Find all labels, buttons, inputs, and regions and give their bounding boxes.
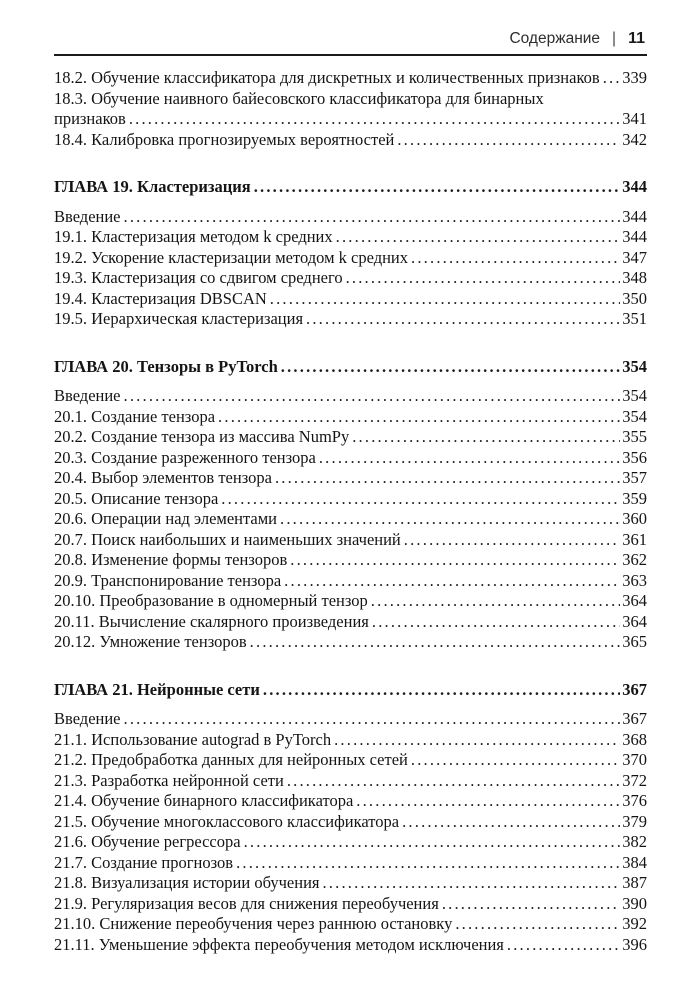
toc-entry <box>54 873 647 894</box>
entry-title: 20.2. Создание тензора из массива NumPy <box>54 427 350 446</box>
dot-leader <box>236 853 620 874</box>
dot-leader <box>280 509 620 530</box>
toc-entry <box>54 935 647 956</box>
dot-leader <box>397 130 620 151</box>
entry-page-number: 372 <box>622 770 647 790</box>
dot-leader <box>306 309 620 330</box>
entry-page-number: 342 <box>622 129 647 149</box>
entry-page-number: 354 <box>622 406 647 426</box>
toc-entry <box>54 468 647 489</box>
entry-title: 19.4. Кластеризация DBSCAN <box>54 288 267 308</box>
entry-page-number: 347 <box>622 247 647 267</box>
entry-page-number: 360 <box>622 509 647 528</box>
dot-leader <box>281 357 620 378</box>
toc-chapter-heading <box>54 177 647 198</box>
entry-page-number: 344 <box>622 206 647 226</box>
chapter-page-number: 367 <box>622 679 647 699</box>
entry-page-number: 396 <box>622 934 647 954</box>
toc-entry <box>54 227 647 248</box>
dot-leader <box>124 709 621 730</box>
entry-page-number: 370 <box>622 750 647 769</box>
toc-entry <box>54 89 647 110</box>
entry-title: 20.11. Вычисление скалярного произведения <box>54 611 369 631</box>
entry-page-number: 387 <box>622 873 647 892</box>
dot-leader <box>411 248 620 269</box>
toc-entry <box>54 109 647 130</box>
running-header <box>54 30 647 56</box>
dot-leader <box>250 632 621 653</box>
entry-title: 20.9. Транспонирование тензора <box>54 570 282 590</box>
dot-leader <box>402 812 620 833</box>
entry-title: 21.9. Регуляризация весов для снижения переобучения <box>54 893 439 913</box>
entry-title: 20.10. Преобразование в одномерный тензор <box>54 591 368 610</box>
entry-title: 21.1. Использование autograd в PyTorch <box>54 729 332 749</box>
toc-chapter-heading <box>54 680 647 701</box>
entry-title: 21.5. Обучение многоклассового классификатора <box>54 811 400 831</box>
toc-entry <box>54 591 647 612</box>
entry-page-number: 362 <box>622 550 647 569</box>
dot-leader <box>290 550 620 571</box>
entry-page-number: 382 <box>622 832 647 851</box>
entry-page-number: 357 <box>622 468 647 487</box>
entry-title: 18.3. Обучение наивного байесовского классификатора для бинарных <box>54 88 544 108</box>
dot-leader <box>129 109 620 130</box>
toc-entry <box>54 530 647 551</box>
dot-leader <box>455 914 620 935</box>
entry-title: 21.7. Создание прогнозов <box>54 852 234 872</box>
toc-section <box>54 680 647 956</box>
toc-chapter-heading <box>54 357 647 378</box>
toc-section <box>54 68 647 150</box>
dot-leader <box>322 873 620 894</box>
entry-title: 19.3. Кластеризация со сдвигом среднего <box>54 268 343 287</box>
dot-leader <box>124 207 621 228</box>
toc-entry <box>54 248 647 269</box>
toc-entry <box>54 289 647 310</box>
entry-title: 20.4. Выбор элементов тензора <box>54 468 272 487</box>
toc-section <box>54 177 647 330</box>
toc-entry <box>54 448 647 469</box>
chapter-page-number: 354 <box>622 356 647 376</box>
entry-page-number: 355 <box>622 427 647 446</box>
toc-entry <box>54 309 647 330</box>
entry-page-number: 368 <box>622 729 647 749</box>
entry-title: 21.4. Обучение бинарного классификатора <box>54 791 354 810</box>
toc-entry <box>54 750 647 771</box>
entry-page-number: 344 <box>622 227 647 246</box>
toc-entry <box>54 914 647 935</box>
chapter-title: ГЛАВА 19. Кластеризация <box>54 177 251 196</box>
entry-page-number: 363 <box>622 570 647 590</box>
entry-title: Введение <box>54 386 121 405</box>
toc-entry <box>54 709 647 730</box>
dot-leader <box>372 612 620 633</box>
dot-leader <box>507 935 620 956</box>
entry-page-number: 341 <box>622 109 647 128</box>
toc-entry <box>54 853 647 874</box>
entry-title: 20.12. Умножение тензоров <box>54 632 247 651</box>
entry-title: Введение <box>54 709 121 728</box>
toc-entry <box>54 407 647 428</box>
entry-title: 19.2. Ускорение кластеризации методом k средних <box>54 247 409 267</box>
entry-title: 21.10. Снижение переобучения через раннюю остановку <box>54 914 453 933</box>
dot-leader <box>254 177 621 198</box>
toc-entry <box>54 268 647 289</box>
dot-leader <box>336 227 621 248</box>
dot-leader <box>284 571 620 592</box>
entry-page-number: 354 <box>622 386 647 405</box>
dot-leader <box>603 68 621 89</box>
toc-entry <box>54 730 647 751</box>
entry-page-number: 350 <box>622 288 647 308</box>
toc-entry <box>54 427 647 448</box>
toc-entry <box>54 207 647 228</box>
entry-page-number: 367 <box>622 709 647 728</box>
toc-entry <box>54 771 647 792</box>
entry-page-number: 359 <box>622 488 647 508</box>
dot-leader <box>404 530 620 551</box>
toc-entry <box>54 386 647 407</box>
dot-leader <box>442 894 620 915</box>
toc-entry <box>54 68 647 89</box>
entry-title: 21.8. Визуализация истории обучения <box>54 873 320 892</box>
header-section-title: Содержание <box>509 30 601 47</box>
entry-title: 21.3. Разработка нейронной сети <box>54 770 284 790</box>
table-of-contents <box>54 68 647 955</box>
entry-title: 20.3. Создание разреженного тензора <box>54 447 316 467</box>
dot-leader <box>346 268 621 289</box>
header-page-number: 11 <box>628 30 645 47</box>
entry-title: 20.5. Описание тензора <box>54 488 219 508</box>
entry-title: 20.6. Операции над элементами <box>54 509 277 528</box>
toc-entry <box>54 632 647 653</box>
dot-leader <box>319 448 620 469</box>
entry-page-number: 339 <box>622 68 647 87</box>
entry-page-number: 348 <box>622 268 647 287</box>
entry-title: 18.2. Обучение классификатора для дискретных и количественных признаков <box>54 68 600 87</box>
entry-page-number: 351 <box>622 309 647 328</box>
entry-title: 21.6. Обучение регрессора <box>54 832 241 851</box>
toc-entry <box>54 489 647 510</box>
toc-entry <box>54 612 647 633</box>
entry-page-number: 379 <box>622 811 647 831</box>
chapter-page-number: 344 <box>622 177 647 196</box>
toc-entry <box>54 550 647 571</box>
dot-leader <box>275 468 620 489</box>
toc-entry <box>54 791 647 812</box>
chapter-title: ГЛАВА 20. Тензоры в PyTorch <box>54 356 278 376</box>
dot-leader <box>221 489 620 510</box>
entry-page-number: 361 <box>622 529 647 549</box>
dot-leader <box>287 771 620 792</box>
dot-leader <box>356 791 620 812</box>
dot-leader <box>218 407 620 428</box>
entry-title: признаков <box>54 109 126 128</box>
entry-title: 19.5. Иерархическая кластеризация <box>54 309 304 328</box>
chapter-title: ГЛАВА 21. Нейронные сети <box>54 679 260 699</box>
toc-entry <box>54 894 647 915</box>
entry-page-number: 364 <box>622 611 647 631</box>
dot-leader <box>270 289 620 310</box>
entry-title: 18.4. Калибровка прогнозируемых вероятностей <box>54 129 395 149</box>
entry-page-number: 384 <box>622 852 647 872</box>
toc-entry <box>54 812 647 833</box>
toc-entry <box>54 130 647 151</box>
dot-leader <box>124 386 621 407</box>
toc-entry <box>54 571 647 592</box>
dot-leader <box>352 427 620 448</box>
toc-section <box>54 357 647 653</box>
entry-page-number: 376 <box>622 791 647 810</box>
toc-entry <box>54 509 647 530</box>
entry-page-number: 392 <box>622 914 647 933</box>
entry-title: 19.1. Кластеризация методом k средних <box>54 227 333 246</box>
header-separator: | <box>612 30 617 47</box>
entry-title: 21.2. Предобработка данных для нейронных сетей <box>54 750 408 769</box>
dot-leader <box>263 680 620 701</box>
dot-leader <box>334 730 620 751</box>
entry-title: 21.11. Уменьшение эффекта переобучения методом исключения <box>54 934 504 954</box>
entry-title: Введение <box>54 206 121 226</box>
dot-leader <box>411 750 620 771</box>
entry-title: 20.7. Поиск наибольших и наименьших значений <box>54 529 401 549</box>
entry-page-number: 364 <box>622 591 647 610</box>
entry-title: 20.8. Изменение формы тензоров <box>54 550 288 569</box>
entry-title: 20.1. Создание тензора <box>54 406 216 426</box>
toc-entry <box>54 832 647 853</box>
dot-leader <box>244 832 621 853</box>
dot-leader <box>371 591 620 612</box>
entry-page-number: 356 <box>622 447 647 467</box>
entry-page-number: 390 <box>622 893 647 913</box>
entry-page-number: 365 <box>622 632 647 651</box>
